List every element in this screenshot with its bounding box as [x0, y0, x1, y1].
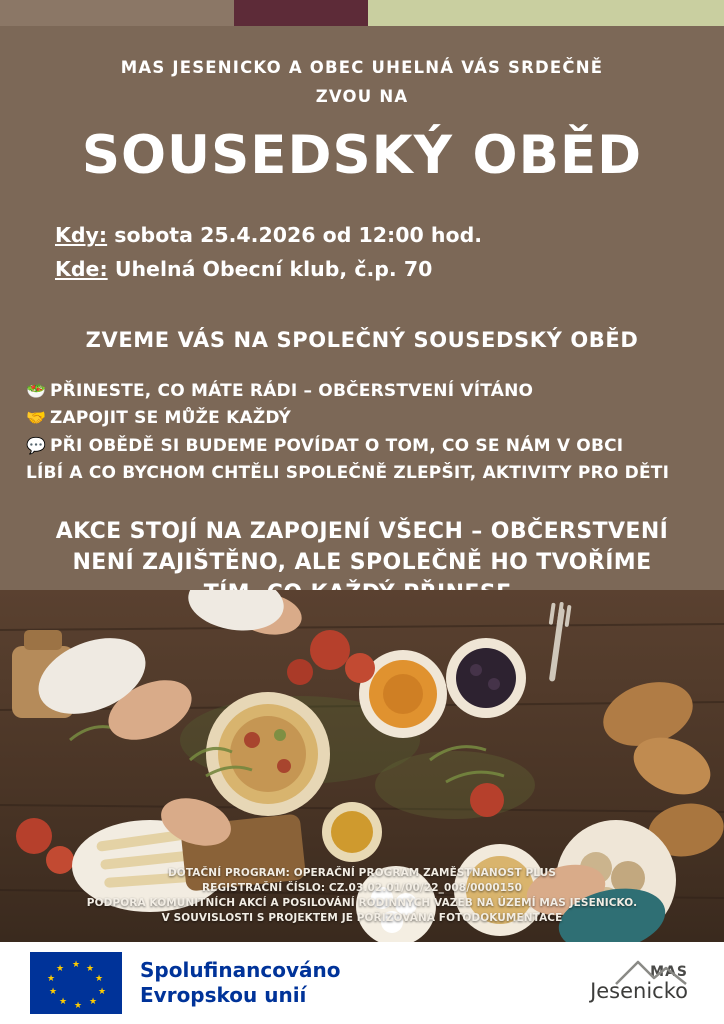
- footnote-line-1: DOTAČNÍ PROGRAM: OPERAČNÍ PROGRAM ZAMĚSTNANOST PLUS: [167, 867, 556, 880]
- mas-logo-bottom: Jesenicko: [590, 978, 688, 1003]
- event-when-label: Kdy:: [55, 223, 108, 248]
- list-item-label: PŘINESTE, CO MÁTE RÁDI – OBČERSTVENÍ VÍTÁNO: [50, 380, 534, 401]
- kicker-line-2: ZVOU NA: [315, 86, 409, 106]
- footer-logo-bar: [0, 942, 724, 1024]
- eu-funding-line-2: Evropskou unií: [140, 983, 307, 1007]
- list-item: [26, 405, 706, 433]
- list-item-label: PŘI OBĚDĚ SI BUDEME POVÍDAT O TOM, CO SE NÁM V OBCI: [50, 435, 624, 456]
- mas-logo-top: MAS: [650, 963, 688, 980]
- kicker-line-1: MAS JESENICKO A OBEC UHELNÁ VÁS SRDEČNĚ: [120, 58, 604, 77]
- eu-flag-icon: ★ ★ ★ ★ ★ ★ ★ ★ ★ ★: [30, 952, 122, 1014]
- project-footnote: [0, 866, 724, 926]
- salad-bowl-icon: 🥗: [26, 380, 47, 400]
- strip-segment-right: [368, 0, 724, 26]
- list-item-continuation: LÍBÍ A CO BYCHOM CHTĚLI SPOLEČNĚ ZLEPŠIT, AKTIVITY PRO DĚTI: [26, 463, 670, 484]
- eu-funding-text: [140, 958, 340, 1008]
- poster-text-block: [0, 26, 724, 590]
- event-where-value: Uhelná Obecní klub, č.p. 70: [114, 256, 433, 281]
- event-when-row: [55, 219, 724, 252]
- list-item-label: ZAPOJIT SE MŮŽE KAŽDÝ: [50, 408, 291, 429]
- closing-line-2: NENÍ ZAJIŠTĚNO, ALE SPOLEČNĚ HO TVOŘÍME: [72, 550, 652, 576]
- footnote-line-4: V SOUVISLOSTI S PROJEKTEM JE POŘIZOVÁNA FOTODOKUMENTACE: [161, 912, 563, 925]
- handshake-icon: 🤝: [26, 408, 47, 428]
- top-color-strip: [0, 0, 724, 26]
- closing-line-1: AKCE STOJÍ NA ZAPOJENÍ VŠECH – OBČERSTVENÍ: [55, 518, 669, 544]
- invite-line: ZVEME VÁS NA SPOLEČNÝ SOUSEDSKÝ OBĚD: [85, 327, 639, 352]
- eu-funding-line-1: Spolufinancováno: [140, 958, 341, 982]
- poster-headline: SOUSEDSKÝ OBĚD: [81, 124, 643, 186]
- list-item: [26, 433, 706, 461]
- event-where-label: Kde:: [55, 256, 108, 281]
- mas-hill-icon: [614, 956, 688, 986]
- footnote-line-2: REGISTRAČNÍ ČÍSLO: CZ.03.02.01/00/22_008/0000150: [201, 882, 522, 895]
- event-where-row: [55, 253, 724, 286]
- list-item: [26, 378, 706, 406]
- strip-segment-middle: [234, 0, 368, 26]
- event-details: [0, 219, 724, 285]
- poster-kicker: [0, 54, 724, 112]
- bullet-list: [0, 378, 724, 488]
- food-table-photo: [0, 590, 724, 942]
- footnote-line-3: PODPORA KOMUNITNÍCH AKCÍ A POSILOVÁNÍ RODINNÝCH VAZEB NA ÚZEMÍ MAS JESENICKO.: [86, 897, 638, 910]
- strip-segment-left: [0, 0, 234, 26]
- speech-bubble-icon: 💬: [26, 435, 47, 455]
- event-when-value: sobota 25.4.2026 od 12:00 hod.: [114, 223, 483, 248]
